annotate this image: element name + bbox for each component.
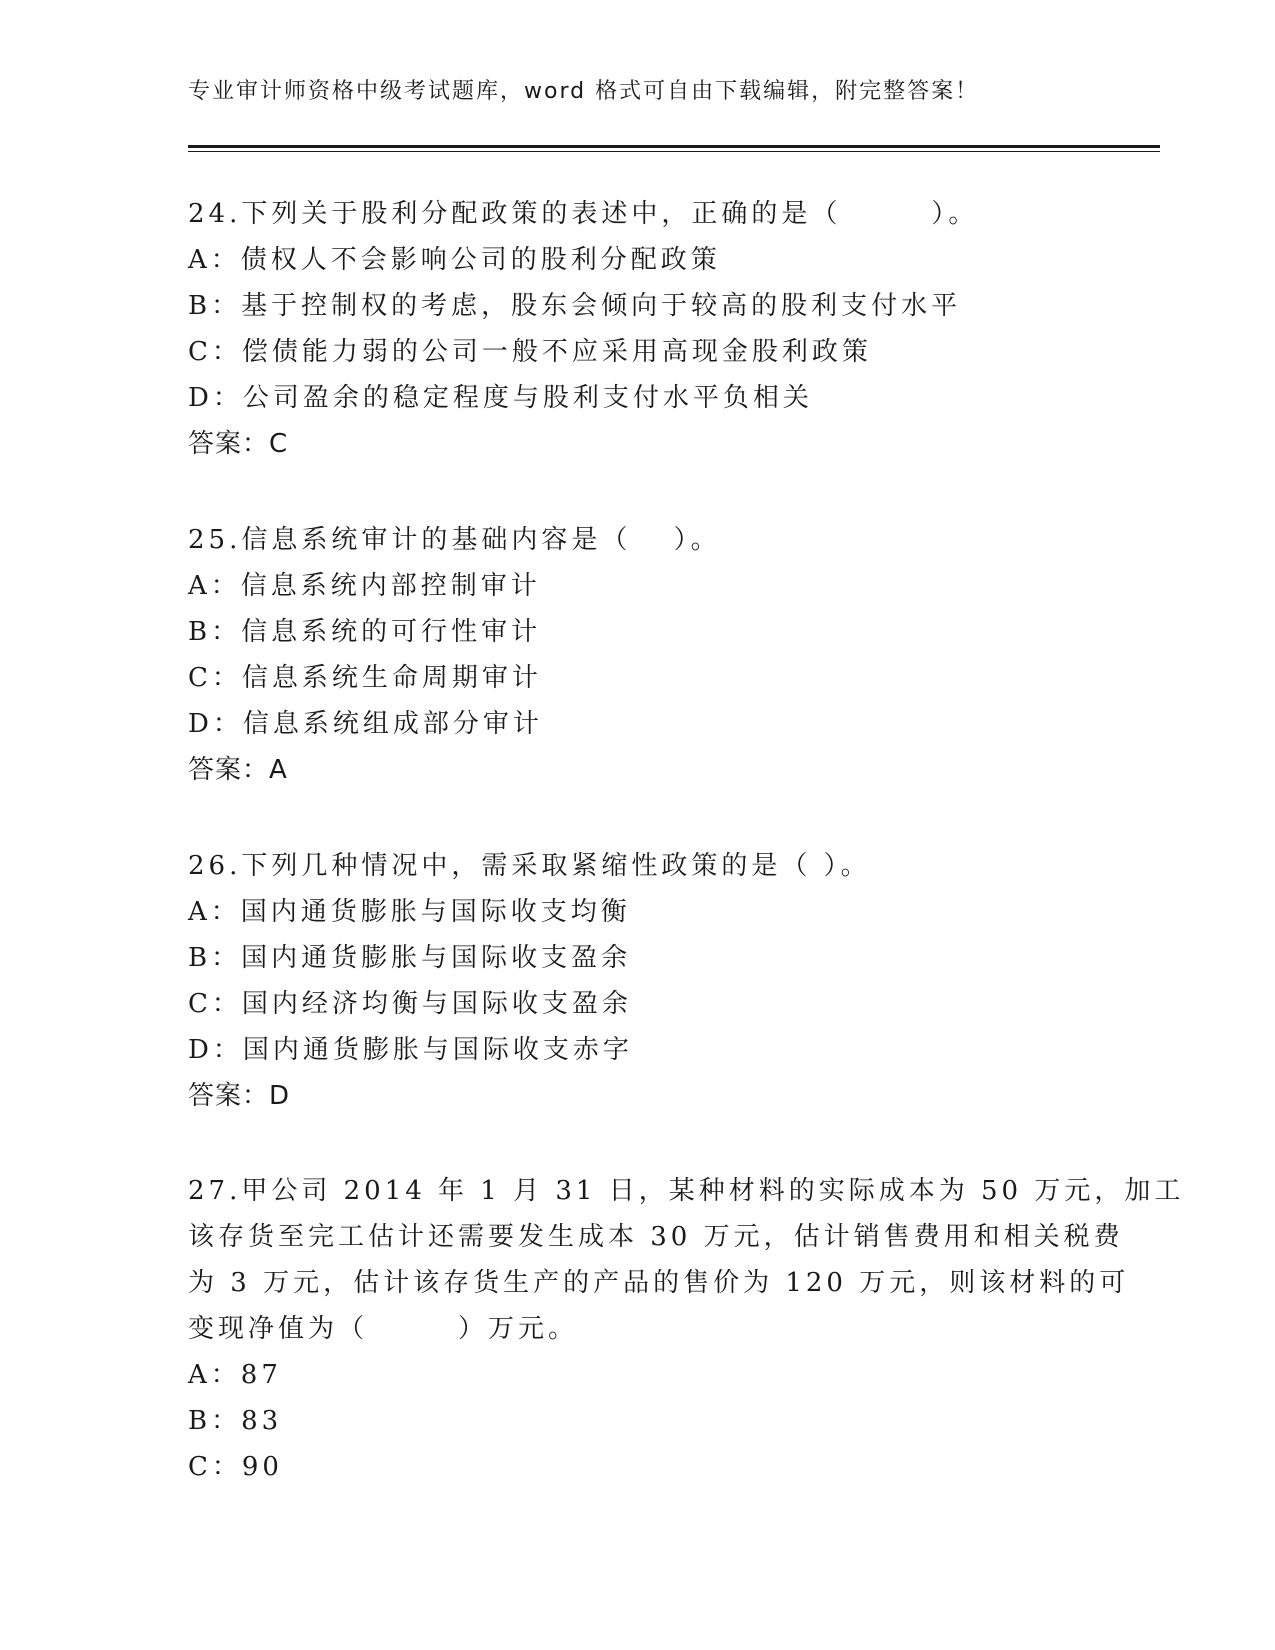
- option-b: B：83: [188, 1406, 283, 1436]
- option-a: A：信息系统内部控制审计: [188, 571, 541, 601]
- question-stem: 26.下列几种情况中，需采取紧缩性政策的是（ ）。: [188, 851, 871, 881]
- question-stem: 25.信息系统审计的基础内容是（ ）。: [188, 525, 721, 555]
- answer: 答案：A: [188, 755, 288, 785]
- header-rule-thick: [188, 145, 1160, 148]
- option-a: A：87: [188, 1360, 282, 1390]
- answer: 答案：D: [188, 1081, 291, 1111]
- option-a: A：国内通货膨胀与国际收支均衡: [188, 897, 631, 927]
- option-b: B：国内通货膨胀与国际收支盈余: [188, 943, 632, 973]
- question-27: [188, 1168, 1185, 1490]
- question-24: [188, 191, 1088, 467]
- option-c: C：90: [188, 1452, 283, 1482]
- question-stem-line: 为 3 万元，估计该存货生产的产品的售价为 120 万元，则该材料的可: [188, 1268, 1130, 1298]
- question-stem-line: 27.甲公司 2014 年 1 月 31 日，某种材料的实际成本为 50 万元，加工: [188, 1176, 1185, 1206]
- header-rule-thin: [188, 151, 1160, 152]
- option-d: D：国内通货膨胀与国际收支赤字: [188, 1035, 633, 1065]
- question-stem-line: 变现净值为（ ）万元。: [188, 1314, 579, 1344]
- option-d: D：公司盈余的稳定程度与股利支付水平负相关: [188, 383, 813, 413]
- option-b: B：基于控制权的考虑，股东会倾向于较高的股利支付水平: [188, 291, 962, 321]
- page-header: 专业审计师资格中级考试题库，word 格式可自由下载编辑，附完整答案！: [188, 79, 980, 104]
- question-stem-line: 该存货至完工估计还需要发生成本 30 万元，估计销售费用和相关税费: [188, 1222, 1124, 1252]
- option-c: C：偿债能力弱的公司一般不应采用高现金股利政策: [188, 337, 872, 367]
- answer: 答案：C: [188, 429, 289, 459]
- question-stem: 24.下列关于股利分配政策的表述中，正确的是（ ）。: [188, 199, 979, 229]
- question-26: [188, 843, 1088, 1119]
- option-b: B：信息系统的可行性审计: [188, 617, 542, 647]
- option-d: D：信息系统组成部分审计: [188, 709, 543, 739]
- question-25: [188, 517, 1088, 793]
- option-c: C：国内经济均衡与国际收支盈余: [188, 989, 632, 1019]
- option-c: C：信息系统生命周期审计: [188, 663, 542, 693]
- option-a: A：债权人不会影响公司的股利分配政策: [188, 245, 721, 275]
